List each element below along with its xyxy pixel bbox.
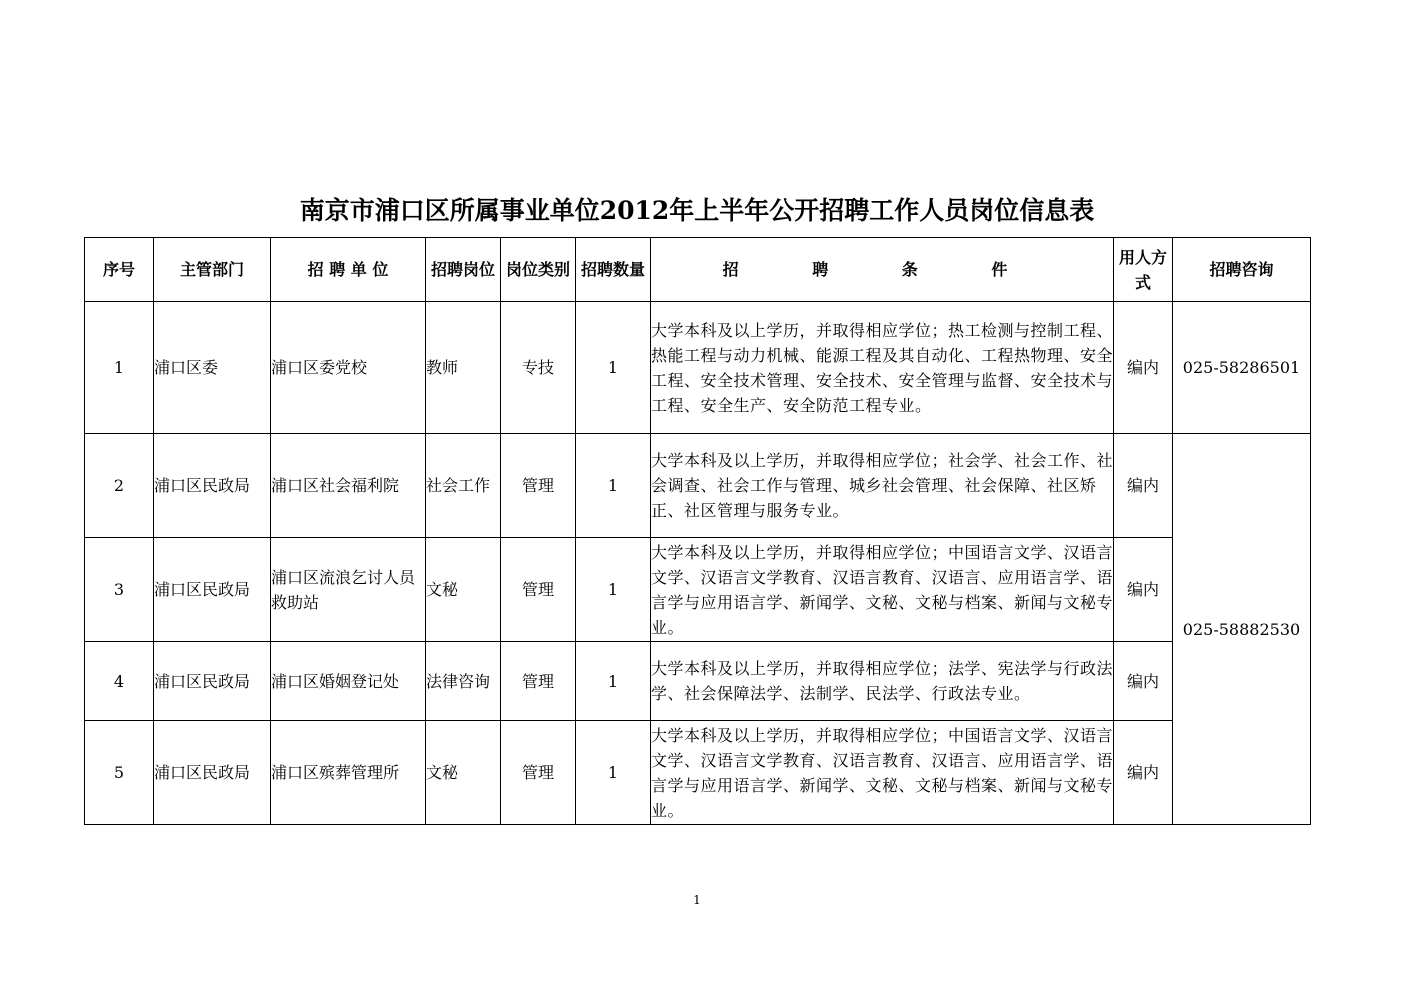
cell-unit: 浦口区流浪乞讨人员救助站 — [271, 538, 426, 642]
cell-unit: 浦口区婚姻登记处 — [271, 642, 426, 721]
cell-department: 浦口区民政局 — [154, 642, 271, 721]
table-row — [85, 434, 1311, 538]
header-department: 主管部门 — [154, 238, 271, 302]
header-unit: 招 聘 单 位 — [271, 238, 426, 302]
cell-requirements: 大学本科及以上学历，并取得相应学位；法学、宪法学与行政法学、社会保障法学、法制学、民法学、行政法专业。 — [651, 642, 1114, 721]
cell-hiring-mode: 编内 — [1114, 434, 1173, 538]
table-row — [85, 642, 1311, 721]
header-row — [85, 238, 1311, 302]
cell-post: 教师 — [426, 302, 501, 434]
header-count: 招聘数量 — [576, 238, 651, 302]
cell-requirements: 大学本科及以上学历，并取得相应学位；热工检测与控制工程、热能工程与动力机械、能源工程及其自动化、工程热物理、安全工程、安全技术管理、安全技术、安全管理与监督、安全技术与工程、安全生产、安全防范工程专业。 — [651, 302, 1114, 434]
header-consult: 招聘咨询 — [1173, 238, 1311, 302]
page-number: 1 — [693, 893, 701, 907]
cell-unit: 浦口区社会福利院 — [271, 434, 426, 538]
cell-shared-consult: 025-58882530 — [1173, 434, 1311, 825]
page-title: 南京市浦口区所属事业单位2012年上半年公开招聘工作人员岗位信息表 — [299, 196, 1095, 225]
cell-category: 管理 — [501, 642, 576, 721]
cell-category: 管理 — [501, 434, 576, 538]
cell-consult: 025-58286501 — [1173, 302, 1311, 434]
job-info-table — [84, 237, 1311, 825]
table-row — [85, 721, 1311, 825]
header-post: 招聘岗位 — [426, 238, 501, 302]
cell-seq: 4 — [85, 642, 154, 721]
cell-requirements: 大学本科及以上学历，并取得相应学位；社会学、社会工作、社会调查、社会工作与管理、城乡社会管理、社会保障、社区矫正、社区管理与服务专业。 — [651, 434, 1114, 538]
cell-seq: 3 — [85, 538, 154, 642]
cell-requirements: 大学本科及以上学历，并取得相应学位；中国语言文学、汉语言文学、汉语言文学教育、汉语言教育、汉语言、应用语言学、语言学与应用语言学、新闻学、文秘、文秘与档案、新闻与文秘专业。 — [651, 538, 1114, 642]
cell-department: 浦口区民政局 — [154, 538, 271, 642]
cell-hiring-mode: 编内 — [1114, 721, 1173, 825]
cell-count: 1 — [576, 642, 651, 721]
cell-count: 1 — [576, 721, 651, 825]
header-hiring-mode: 用人方式 — [1114, 238, 1173, 302]
cell-seq: 5 — [85, 721, 154, 825]
cell-seq: 2 — [85, 434, 154, 538]
cell-hiring-mode: 编内 — [1114, 302, 1173, 434]
table-row — [85, 538, 1311, 642]
cell-post: 文秘 — [426, 721, 501, 825]
cell-department: 浦口区民政局 — [154, 721, 271, 825]
cell-post: 文秘 — [426, 538, 501, 642]
cell-post: 社会工作 — [426, 434, 501, 538]
cell-category: 专技 — [501, 302, 576, 434]
cell-requirements: 大学本科及以上学历，并取得相应学位；中国语言文学、汉语言文学、汉语言文学教育、汉语言教育、汉语言、应用语言学、语言学与应用语言学、新闻学、文秘、文秘与档案、新闻与文秘专业。 — [651, 721, 1114, 825]
cell-department: 浦口区委 — [154, 302, 271, 434]
cell-count: 1 — [576, 434, 651, 538]
cell-hiring-mode: 编内 — [1114, 642, 1173, 721]
cell-count: 1 — [576, 538, 651, 642]
cell-count: 1 — [576, 302, 651, 434]
header-seq: 序号 — [85, 238, 154, 302]
cell-category: 管理 — [501, 538, 576, 642]
header-category: 岗位类别 — [501, 238, 576, 302]
cell-category: 管理 — [501, 721, 576, 825]
cell-post: 法律咨询 — [426, 642, 501, 721]
cell-unit: 浦口区委党校 — [271, 302, 426, 434]
cell-hiring-mode: 编内 — [1114, 538, 1173, 642]
table-row — [85, 302, 1311, 434]
cell-department: 浦口区民政局 — [154, 434, 271, 538]
cell-unit: 浦口区殡葬管理所 — [271, 721, 426, 825]
cell-seq: 1 — [85, 302, 154, 434]
header-requirements: 招 聘 条 件 — [651, 238, 1114, 302]
